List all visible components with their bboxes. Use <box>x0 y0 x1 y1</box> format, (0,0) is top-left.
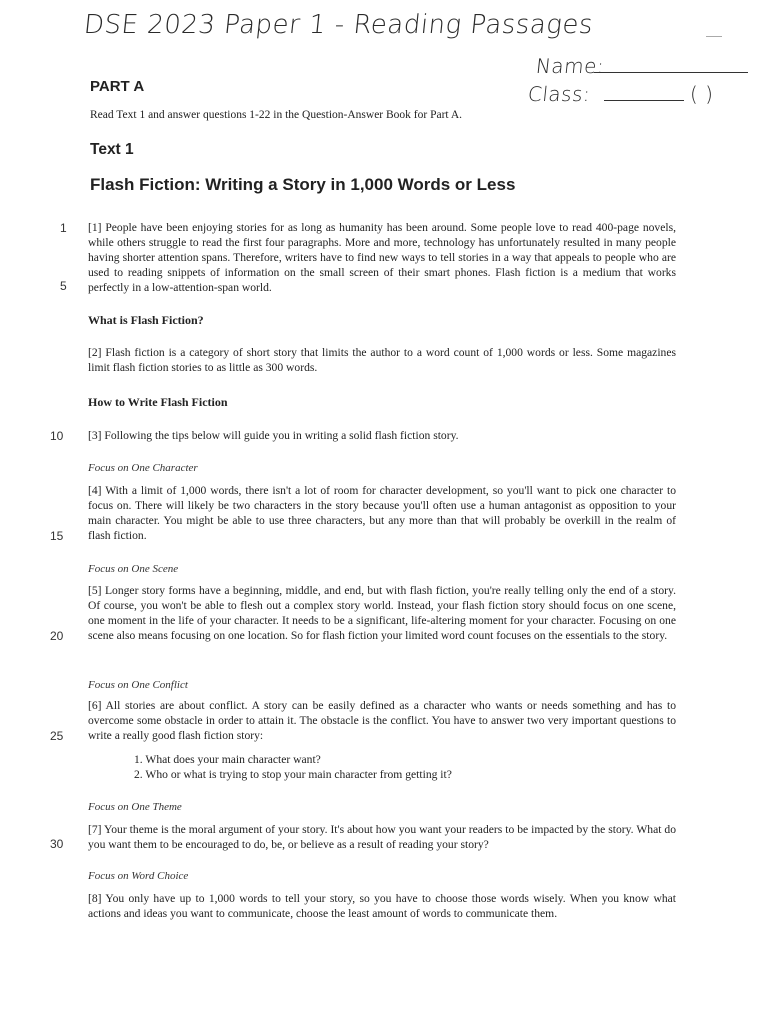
part-label: PART A <box>90 78 145 95</box>
line-number: 5 <box>60 279 67 293</box>
paragraph-5: [5] Longer story forms have a beginning, middle, and end, but with flash fiction, you're really telling only the end of a story. Of course, you won't be able to flesh out a complex story world. Instead, your flash fiction story should focus on one scene, one moment in the life of your character. It needs to be a significant, life-altering moment for your character. Focusing on one scene also means focusing on one location. So for flash fiction your limited word count focuses on the essentials to the story. <box>88 584 676 642</box>
line-number: 15 <box>50 529 64 543</box>
heading-what-is-flash-fiction: What is Flash Fiction? <box>88 313 204 327</box>
subheading-word-choice: Focus on Word Choice <box>88 870 189 882</box>
subheading-one-character: Focus on One Character <box>88 462 198 474</box>
class-field-line[interactable] <box>604 100 684 101</box>
class-number-brackets: ( ) <box>690 82 714 106</box>
instruction: Read Text 1 and answer questions 1-22 in the Question-Answer Book for Part A. <box>90 109 463 121</box>
paragraph-6: [6] All stories are about conflict. A story can be easily defined as a character who wants or needs something and has to overcome some obstacle in order to attain it. The obstacle is the conflict. You have to answer two very important questions to write a really good flash fiction story: <box>88 699 676 742</box>
name-label: Name: <box>534 54 606 78</box>
line-number: 20 <box>50 629 64 643</box>
text-label: Text 1 <box>90 141 134 158</box>
paragraph-8: [8] You only have up to 1,000 words to tell your story, so you have to choose those words wisely. When you know what actions and ideas you want to communicate, choose the least amount of words to communicate them. <box>88 892 676 920</box>
pen-mark <box>706 36 722 37</box>
line-number: 10 <box>50 429 64 443</box>
heading-how-to-write: How to Write Flash Fiction <box>88 395 228 409</box>
name-field-line[interactable] <box>594 72 748 73</box>
paragraph-2: [2] Flash fiction is a category of short story that limits the author to a word count of 1,000 words or less. Some magazines limit flash fiction stories to as little as 300 words. <box>88 346 676 374</box>
paragraph-1: [1] People have been enjoying stories for as long as humanity has been around. Some people love to read 400-page novels, while others struggle to read the first four paragraphs. More and more, technology has unfortunately resulted in many people having shorter attention spans. Therefore, writers have to find new ways to tell stories in a way that appeals to people who are used to reading snippets of information on the small screen of their smart phones. Flash fiction is a medium that works perfectly in a low-attention-span world. <box>88 221 676 294</box>
subheading-one-scene: Focus on One Scene <box>88 563 179 575</box>
paragraph-3: [3] Following the tips below will guide you in writing a solid flash fiction story. <box>88 429 459 442</box>
subheading-one-conflict: Focus on One Conflict <box>88 679 188 691</box>
passage-title: Flash Fiction: Writing a Story in 1,000 Words or Less <box>90 175 516 194</box>
paragraph-7: [7] Your theme is the moral argument of your story. It's about how you want your readers to be impacted by the story. What do you want them to be encouraged to do, be, or believe as a result of reading your story? <box>88 823 676 851</box>
line-number: 25 <box>50 729 64 743</box>
handwritten-title: DSE 2023 Paper 1 - Reading Passages <box>82 10 595 40</box>
list-item: 2. Who or what is trying to stop your main character from getting it? <box>134 768 452 781</box>
list-item: 1. What does your main character want? <box>134 753 321 766</box>
paragraph-4: [4] With a limit of 1,000 words, there isn't a lot of room for character development, so you'll want to pick one character to focus on. There will likely be two characters in the story because you'll often use a human antagonist as opposition to your main character. You might be able to use three characters, but any more than that will probably be overkill in the realm of flash fiction. <box>88 484 676 542</box>
subheading-one-theme: Focus on One Theme <box>88 801 182 813</box>
class-label: Class: <box>526 82 592 106</box>
line-number: 30 <box>50 837 64 851</box>
line-number: 1 <box>60 221 67 235</box>
question-list <box>134 752 452 782</box>
